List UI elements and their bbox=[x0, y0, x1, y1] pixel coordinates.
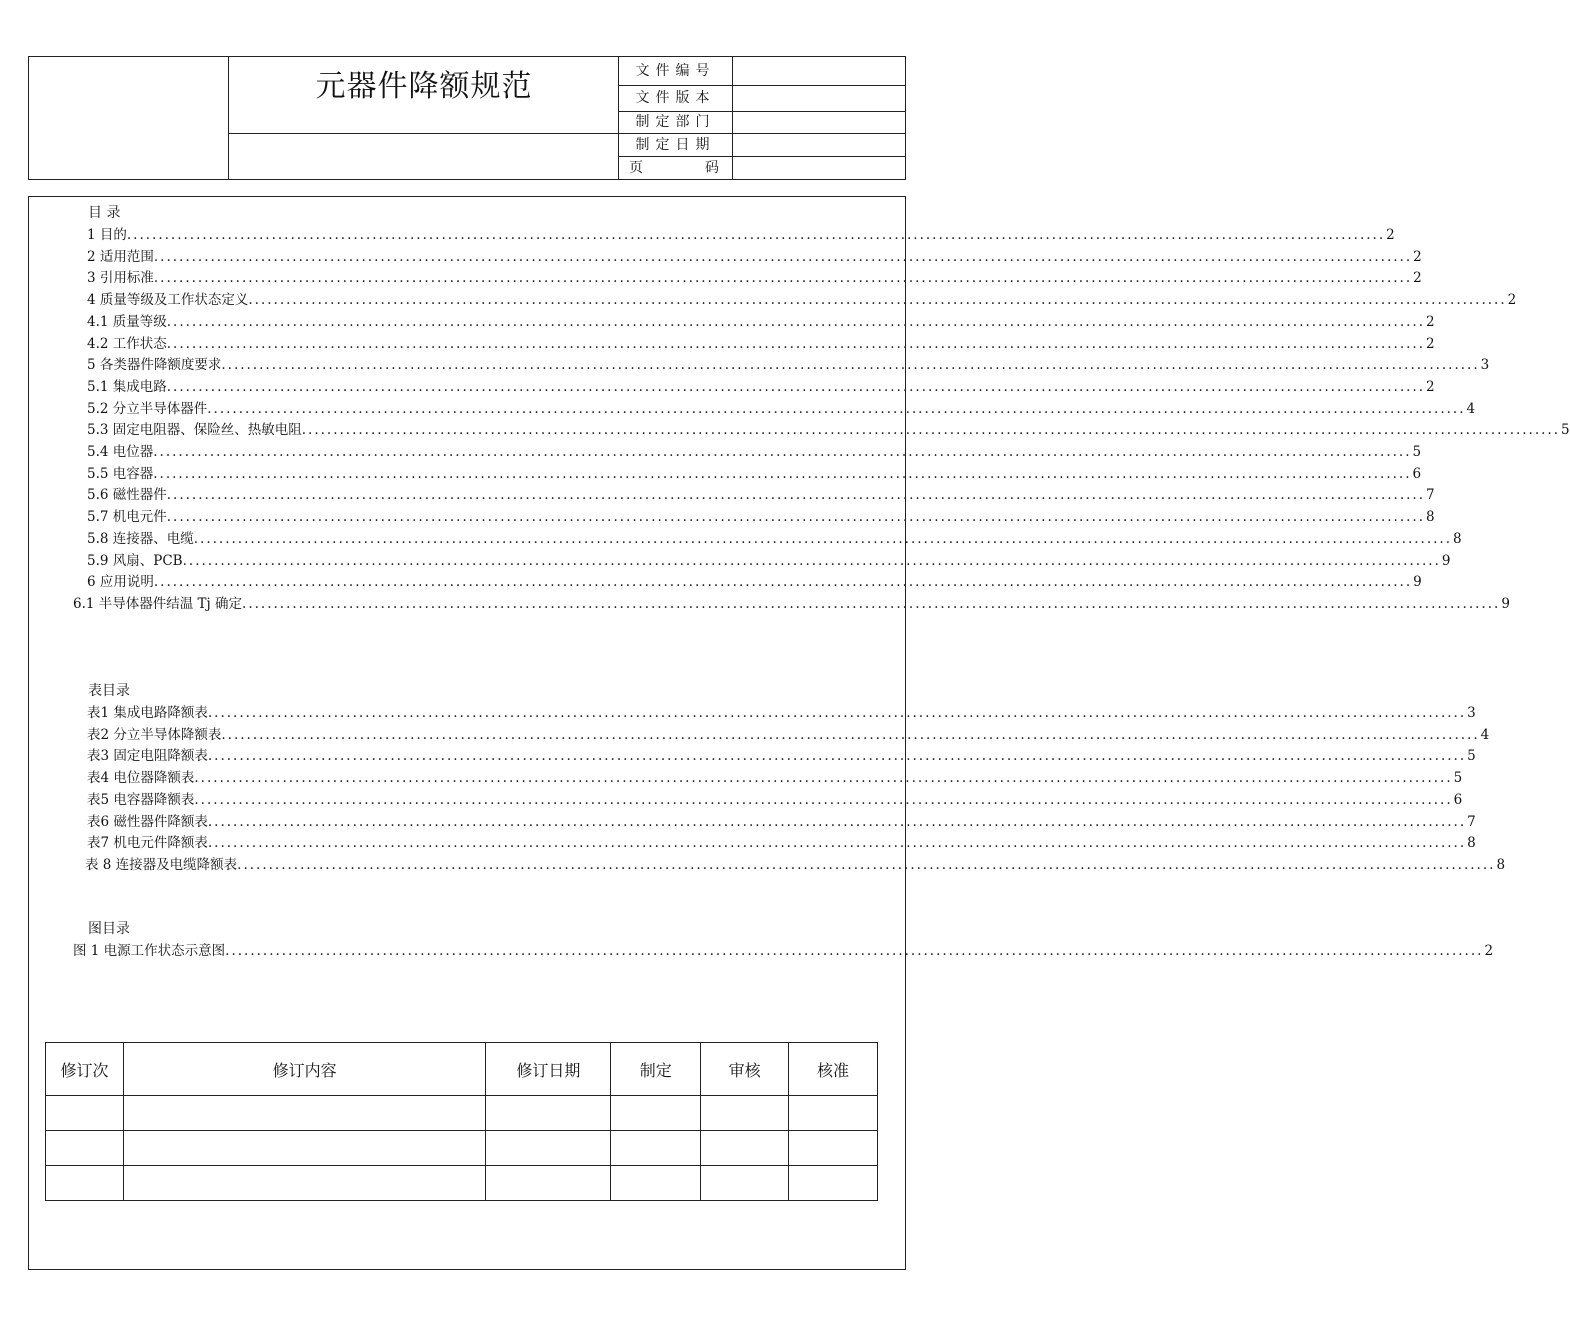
toc-leader-dots: ........................................................................................................................................................................................................ bbox=[207, 813, 1467, 830]
list-item bbox=[87, 811, 1476, 833]
file-number-label: 文件编号 bbox=[635, 63, 716, 79]
revision-cell bbox=[123, 1096, 486, 1131]
document-header bbox=[28, 56, 906, 180]
date-value bbox=[733, 134, 905, 156]
toc-entry-label: 4.2 工作状态 bbox=[87, 335, 167, 352]
toc-leader-dots: ........................................................................................................................................................................................................ bbox=[153, 248, 1413, 265]
toc-page-number: 5 bbox=[1412, 444, 1422, 460]
toc-leader-dots: ........................................................................................................................................................................................................ bbox=[153, 574, 1413, 591]
table-row bbox=[46, 1096, 878, 1131]
reviewed-by-header: 审核 bbox=[701, 1043, 789, 1096]
figure-toc-heading: 图目录 bbox=[88, 921, 130, 937]
file-version-label: 文件版本 bbox=[635, 90, 716, 106]
document-title: 元器件降额规范 bbox=[315, 69, 533, 104]
toc-page-number: 2 bbox=[1426, 313, 1435, 330]
revision-date-header: 修订日期 bbox=[486, 1043, 611, 1096]
toc-entry-label: 5.8 连接器、电缆 bbox=[87, 530, 194, 547]
toc-leader-dots: ........................................................................................................................................................................................................ bbox=[207, 705, 1467, 721]
toc-leader-dots: ........................................................................................................................................................................................................ bbox=[207, 400, 1466, 417]
file-version-value bbox=[733, 87, 905, 109]
list-item bbox=[87, 224, 1395, 246]
revision-content-header: 修订内容 bbox=[123, 1043, 486, 1096]
toc-leader-dots: ........................................................................................................................................................................................................ bbox=[225, 943, 1484, 959]
revision-cell bbox=[46, 1166, 124, 1201]
toc-leader-dots: ........................................................................................................................................................................................................ bbox=[153, 270, 1413, 287]
file-number-value bbox=[733, 60, 905, 82]
toc-page-number: 3 bbox=[1480, 357, 1490, 374]
department-label: 制定部门 bbox=[635, 114, 716, 130]
toc-entry-label: 6.1 半导体器件结温 Tj 确定 bbox=[73, 595, 243, 612]
toc-leader-dots: ........................................................................................................................................................................................................ bbox=[126, 227, 1386, 243]
toc-leader-dots: ........................................................................................................................................................................................................ bbox=[193, 530, 1453, 547]
toc-entry-label: 表6 磁性器件降额表 bbox=[87, 813, 208, 830]
date-label: 制定日期 bbox=[635, 137, 716, 153]
prepared-by-header: 制定 bbox=[611, 1043, 701, 1096]
revision-no-header: 修订次 bbox=[46, 1043, 124, 1096]
toc-leader-dots: ........................................................................................................................................................................................................ bbox=[153, 465, 1412, 482]
revision-cell bbox=[123, 1166, 486, 1201]
revision-cell bbox=[486, 1131, 611, 1166]
toc-page-number: 4 bbox=[1480, 726, 1490, 743]
toc-leader-dots: ........................................................................................................................................................................................................ bbox=[248, 292, 1507, 309]
revision-cell bbox=[789, 1166, 878, 1201]
table-toc-heading: 表目录 bbox=[88, 683, 130, 699]
list-item bbox=[87, 311, 1435, 333]
toc-entry-label: 5 各类器件降额度要求 bbox=[87, 357, 222, 374]
toc-heading: 目 录 bbox=[88, 205, 121, 221]
toc-entry-label: 3 引用标准 bbox=[87, 270, 154, 287]
revision-cell bbox=[611, 1131, 701, 1166]
toc-leader-dots: ........................................................................................................................................................................................................ bbox=[166, 313, 1426, 330]
toc-page-number: 8 bbox=[1453, 530, 1462, 547]
list-item bbox=[73, 940, 1494, 962]
page-number-value bbox=[733, 157, 905, 179]
toc-page-number: 2 bbox=[1413, 270, 1422, 287]
list-item bbox=[87, 832, 1476, 854]
toc-page-number: 7 bbox=[1426, 487, 1435, 504]
revision-cell bbox=[701, 1131, 789, 1166]
revision-cell bbox=[611, 1096, 701, 1131]
toc-page-number: 8 bbox=[1496, 856, 1506, 873]
toc-entry-label: 6 应用说明 bbox=[87, 574, 154, 591]
toc-leader-dots: ........................................................................................................................................................................................................ bbox=[182, 552, 1441, 569]
toc-page-number: 5 bbox=[1561, 422, 1570, 439]
toc-leader-dots: ........................................................................................................................................................................................................ bbox=[194, 770, 1453, 787]
list-item bbox=[87, 745, 1476, 767]
revision-cell bbox=[789, 1096, 878, 1131]
toc-entry-label: 2 适用范围 bbox=[87, 248, 154, 265]
toc-entry-label: 表3 固定电阻降额表 bbox=[87, 748, 208, 765]
toc-leader-dots: ........................................................................................................................................................................................................ bbox=[207, 835, 1467, 852]
toc-entry-label: 表5 电容器降额表 bbox=[87, 791, 195, 808]
toc-leader-dots: ........................................................................................................................................................................................................ bbox=[221, 726, 1480, 743]
list-item bbox=[87, 463, 1422, 485]
toc-page-number: 9 bbox=[1501, 595, 1510, 612]
toc-page-number: 4 bbox=[1466, 400, 1476, 417]
toc-entry-label: 4.1 质量等级 bbox=[87, 313, 167, 330]
list-item bbox=[87, 571, 1422, 593]
toc-entry-label: 5.9 风扇、PCB bbox=[87, 552, 183, 569]
toc-leader-dots: ........................................................................................................................................................................................................ bbox=[221, 357, 1480, 374]
toc-entry-label: 5.7 机电元件 bbox=[87, 509, 167, 526]
list-item bbox=[87, 767, 1463, 789]
list-item bbox=[87, 550, 1451, 572]
toc-entry-label: 表4 电位器降额表 bbox=[87, 770, 195, 787]
toc-page-number: 6 bbox=[1412, 465, 1422, 482]
toc-entry-label: 4 质量等级及工作状态定义 bbox=[87, 292, 249, 309]
toc-page-number: 2 bbox=[1426, 378, 1435, 395]
toc-leader-dots: ........................................................................................................................................................................................................ bbox=[301, 422, 1561, 439]
toc-page-number: 2 bbox=[1386, 227, 1395, 243]
toc-page-number: 5 bbox=[1453, 770, 1463, 787]
toc-entry-label: 5.3 固定电阻器、保险丝、热敏电阻 bbox=[87, 422, 302, 439]
toc-leader-dots: ........................................................................................................................................................................................................ bbox=[166, 487, 1426, 504]
list-item bbox=[87, 398, 1476, 420]
toc-leader-dots: ........................................................................................................................................................................................................ bbox=[166, 509, 1426, 526]
toc-leader-dots: ........................................................................................................................................................................................................ bbox=[166, 378, 1426, 395]
list-item bbox=[87, 246, 1422, 268]
list-item bbox=[87, 419, 1570, 441]
list-item bbox=[87, 333, 1435, 355]
toc-page-number: 2 bbox=[1484, 943, 1494, 959]
page-label-char: 码 bbox=[705, 160, 719, 176]
revision-header-row bbox=[46, 1043, 878, 1096]
toc-leader-dots: ........................................................................................................................................................................................................ bbox=[153, 444, 1412, 460]
revision-cell bbox=[611, 1166, 701, 1201]
toc-entry-label: 图 1 电源工作状态示意图 bbox=[73, 943, 226, 959]
revision-cell bbox=[46, 1131, 124, 1166]
toc-leader-dots: ........................................................................................................................................................................................................ bbox=[207, 748, 1467, 765]
toc-page-number: 8 bbox=[1467, 835, 1476, 852]
toc-entry-label: 表2 分立半导体降额表 bbox=[87, 726, 222, 743]
page-number-label bbox=[629, 157, 719, 179]
toc-page-number: 2 bbox=[1413, 248, 1422, 265]
list-item bbox=[85, 854, 1506, 876]
approved-by-header: 核准 bbox=[789, 1043, 878, 1096]
toc-entry-label: 表7 机电元件降额表 bbox=[87, 835, 208, 852]
toc-leader-dots: ........................................................................................................................................................................................................ bbox=[194, 791, 1453, 808]
toc-leader-dots: ........................................................................................................................................................................................................ bbox=[166, 335, 1426, 352]
list-item bbox=[73, 593, 1510, 615]
revision-cell bbox=[701, 1096, 789, 1131]
list-item bbox=[87, 789, 1463, 811]
toc-leader-dots: ........................................................................................................................................................................................................ bbox=[242, 595, 1501, 612]
list-item bbox=[87, 376, 1435, 398]
header-divider bbox=[228, 133, 619, 134]
toc-entry-label: 5.5 电容器 bbox=[87, 465, 154, 482]
page-label-char: 页 bbox=[629, 160, 643, 176]
list-item bbox=[87, 484, 1435, 506]
toc-entry-label: 5.6 磁性器件 bbox=[87, 487, 167, 504]
department-value bbox=[733, 111, 905, 133]
revision-cell bbox=[486, 1166, 611, 1201]
list-item bbox=[87, 441, 1422, 463]
toc-page-number: 2 bbox=[1507, 292, 1517, 309]
toc-entry-label: 1 目的 bbox=[87, 227, 127, 243]
revision-cell bbox=[701, 1166, 789, 1201]
list-item bbox=[87, 267, 1422, 289]
revision-cell bbox=[789, 1131, 878, 1166]
revision-cell bbox=[123, 1131, 486, 1166]
revision-cell bbox=[486, 1096, 611, 1131]
toc-page-number: 9 bbox=[1413, 574, 1422, 591]
toc-entry-label: 表1 集成电路降额表 bbox=[87, 705, 208, 721]
toc-leader-dots: ........................................................................................................................................................................................................ bbox=[237, 856, 1496, 873]
toc-page-number: 2 bbox=[1426, 335, 1435, 352]
list-item bbox=[87, 506, 1435, 528]
toc-page-number: 9 bbox=[1441, 552, 1451, 569]
toc-page-number: 8 bbox=[1426, 509, 1435, 526]
list-item bbox=[87, 354, 1490, 376]
toc-page-number: 3 bbox=[1467, 705, 1476, 721]
header-divider bbox=[618, 85, 905, 86]
toc-entry-label: 5.2 分立半导体器件 bbox=[87, 400, 208, 417]
revision-cell bbox=[46, 1096, 124, 1131]
toc-page-number: 7 bbox=[1467, 813, 1476, 830]
list-item bbox=[87, 289, 1517, 311]
list-item bbox=[87, 528, 1462, 550]
toc-page-number: 6 bbox=[1453, 791, 1463, 808]
revision-table bbox=[45, 1042, 878, 1201]
toc-entry-label: 表 8 连接器及电缆降额表 bbox=[85, 856, 238, 873]
list-item bbox=[87, 724, 1490, 746]
toc-page-number: 5 bbox=[1467, 748, 1476, 765]
table-row bbox=[46, 1166, 878, 1201]
list-item bbox=[87, 702, 1476, 724]
toc-entry-label: 5.1 集成电路 bbox=[87, 378, 167, 395]
table-row bbox=[46, 1131, 878, 1166]
toc-entry-label: 5.4 电位器 bbox=[87, 444, 154, 460]
